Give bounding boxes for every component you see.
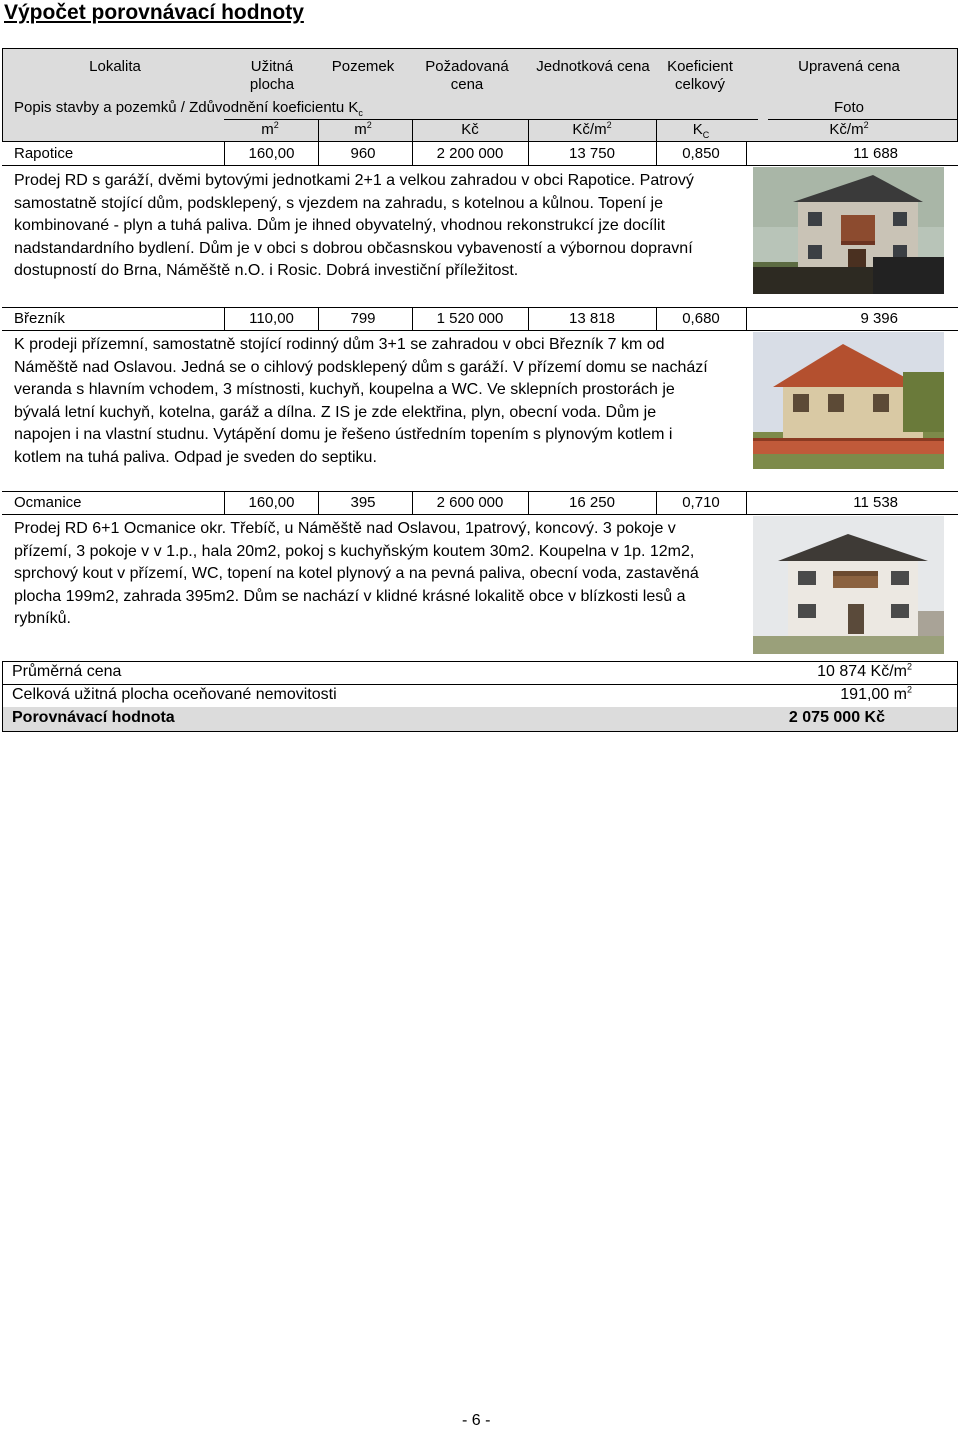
col-uzitna-line1: Užitná xyxy=(250,58,294,75)
col-koeficient-line1: Koeficient xyxy=(667,58,733,75)
summary-left-border xyxy=(2,661,3,732)
desc-line: Prodej RD s garáží, dvěmi bytovými jednotkami 2+1 a velkou zahradou v obci Rapotice. Patrový xyxy=(14,172,694,189)
row2-sep-5 xyxy=(746,307,747,330)
desc-line: kotlem na tuhá paliva. Odpad je sveden do septiku. xyxy=(14,448,377,466)
row-rapotice-plocha: 160,00 xyxy=(248,145,295,162)
row-rapotice-bottom xyxy=(2,165,958,166)
row-breznik-lokalita: Březník xyxy=(14,310,65,327)
col-pozemek: Pozemek xyxy=(331,58,395,75)
unit-plocha-sup: 2 xyxy=(273,120,279,130)
col-popis-sub: c xyxy=(358,108,363,118)
summary-bottom-border xyxy=(2,731,958,732)
row1-sep-5 xyxy=(746,142,747,165)
units-row-top-border xyxy=(224,119,758,120)
summary-plocha-label: Celková užitná plocha oceňované nemovitosti xyxy=(12,686,337,703)
desc-line: sprchový kout v přízemí, WC, topení na kotel plynový a na pevná paliva, obecní voda, zastavěná xyxy=(14,565,699,582)
col-foto: Foto xyxy=(833,99,864,116)
col-popis xyxy=(14,99,363,116)
desc-line: Náměště nad Oslavou. Jedná se o cihlový podsklepený dům s garáží. V přízemí domu se nachází xyxy=(14,358,708,376)
row-ocmanice-top xyxy=(2,491,958,492)
col-koeficient xyxy=(660,58,740,94)
row-ocmanice-lokalita: Ocmanice xyxy=(14,494,82,511)
desc-line: přízemí, 3 pokoje v v 1.p., hala 20m2, pokoj s kuchyňským koutem 30m2. Koupelna v 1p. 12m2, xyxy=(14,542,695,560)
col-lokalita: Lokalita xyxy=(89,58,141,75)
row-ocmanice-koeficient: 0,710 xyxy=(682,494,720,511)
summary-prumerna-row xyxy=(2,661,957,684)
units-row-top-border-2 xyxy=(768,119,957,120)
col-uzitna-line2: plocha xyxy=(249,76,295,93)
summary-porovnavaci-label: Porovnávací hodnota xyxy=(12,709,175,726)
row-ocmanice-bottom xyxy=(2,514,958,515)
unit-pozemek xyxy=(318,121,408,139)
row-rapotice-cena: 2 200 000 xyxy=(436,145,504,162)
unit-koeficient xyxy=(656,121,746,139)
unit-upravena xyxy=(800,121,898,139)
row-rapotice-pozemek: 960 xyxy=(350,145,376,162)
desc-line: bývalá letní kuchyň, kotelna, garáž a dílna. Z IS je zde elektřina, plyn, obecní voda. Dům je xyxy=(14,403,657,421)
row-breznik-plocha: 110,00 xyxy=(249,310,294,327)
desc-line: veranda s hlavním vchodem, 3 místnosti, kuchyň, koupelna a WC. Ve sklepních prostorách je xyxy=(14,381,675,398)
col-koeficient-line2: celkový xyxy=(674,76,726,93)
summary-prumerna-label: Průměrná cena xyxy=(12,663,122,680)
unit-koeficient-text: K xyxy=(692,121,703,138)
row-ocmanice-jednotkova: 16 250 xyxy=(569,494,615,511)
desc-line: samostatně stojící dům, podsklepený, s vjezdem na zahradu, s kotelnou a kůlnou. Topení je xyxy=(14,194,663,212)
row-breznik-bottom xyxy=(2,330,958,331)
page-title: Výpočet porovnávací hodnoty xyxy=(4,1,304,24)
row-breznik-upravena: 9 396 xyxy=(860,310,898,327)
col-jednotkova-cena: Jednotková cena xyxy=(536,58,650,75)
row-breznik-cena: 1 520 000 xyxy=(436,310,504,327)
header-bottom-border xyxy=(2,141,958,142)
unit-cena: Kč xyxy=(461,121,479,138)
col-pozadovana-line2: cena xyxy=(450,76,484,93)
summary-plocha-value-text: 191,00 m xyxy=(840,686,907,703)
desc-line: dostupností do Brna, Náměště n.O. i Rosic. Dobrá investiční příležitost. xyxy=(14,262,519,279)
unit-jednotkova-text: Kč/m xyxy=(572,121,607,138)
unit-jednotkova xyxy=(528,121,656,139)
ocmanice-house-photo xyxy=(753,516,944,654)
row-breznik-top xyxy=(2,307,958,308)
desc-line: napojen i na vlastní studnu. Vytápění domu je řešeno ústředním topením s plynovým kotlem i xyxy=(14,426,673,443)
unit-upravena-sup: 2 xyxy=(863,120,869,130)
row3-sep-5 xyxy=(746,491,747,514)
summary-prumerna-value-text: 10 874 Kč/m xyxy=(817,663,907,680)
row-rapotice-upravena: 11 688 xyxy=(853,145,898,162)
summary-prumerna-sup: 2 xyxy=(906,661,912,672)
row-ocmanice-description xyxy=(14,518,726,631)
row-breznik-koeficient: 0,680 xyxy=(682,310,720,327)
summary-prumerna-value xyxy=(817,663,912,681)
row-rapotice-description xyxy=(14,170,726,283)
unit-pozemek-text: m xyxy=(354,121,367,138)
unit-pozemek-sup: 2 xyxy=(366,120,372,130)
summary-right-border xyxy=(957,661,958,732)
desc-line: Prodej RD 6+1 Ocmanice okr. Třebíč, u Náměště nad Oslavou, 1patrový, koncový. 3 pokoje v xyxy=(14,520,676,537)
summary-porovnavaci-row xyxy=(2,707,957,731)
row-rapotice-koeficient: 0,850 xyxy=(682,145,720,162)
row-rapotice-jednotkova: 13 750 xyxy=(569,145,615,162)
header-right-border xyxy=(957,48,958,142)
desc-line: nadstandardního bydlení. Dům je v obci s dobrou občasnskou vybaveností a výbornou dopravní xyxy=(14,239,693,257)
desc-line: rybníků. xyxy=(14,610,71,627)
row-ocmanice-upravena: 11 538 xyxy=(853,494,898,511)
row-ocmanice-cena: 2 600 000 xyxy=(436,494,504,511)
row-rapotice-lokalita: Rapotice xyxy=(14,145,74,162)
header-left-border xyxy=(2,48,3,142)
desc-line: kombinované - plyn a tuhá paliva. Dům je ihned obyvatelný, vhodnou rekonstrukcí jze docílit xyxy=(14,217,666,234)
unit-plocha-text: m xyxy=(261,121,274,138)
unit-plocha xyxy=(225,121,315,139)
row-breznik-pozemek: 799 xyxy=(350,310,376,327)
unit-upravena-text: Kč/m xyxy=(829,121,864,138)
unit-jednotkova-sup: 2 xyxy=(606,120,612,130)
desc-line: plocha 199m2, zahrada 395m2. Dům se nachází v klidné krásné lokalitě obce v blízkosti lesů a xyxy=(14,587,686,605)
col-pozadovana-line1: Požadovaná xyxy=(425,58,509,75)
col-popis-text: Popis stavby a pozemků / Zdůvodnění koeficientu K xyxy=(14,99,359,116)
page-number: - 6 - xyxy=(462,1412,491,1429)
col-pozadovana-cena xyxy=(412,58,522,94)
col-upravena-cena: Upravená cena xyxy=(798,58,900,75)
header-top-border xyxy=(2,48,958,49)
breznik-house-photo xyxy=(753,332,944,469)
row-breznik-jednotkova: 13 818 xyxy=(569,310,615,327)
col-uzitna-plocha xyxy=(222,58,322,94)
desc-line: K prodeji přízemní, samostatně stojící rodinný dům 3+1 se zahradou v obci Březník 7 km od xyxy=(14,336,665,353)
row-ocmanice-pozemek: 395 xyxy=(350,494,376,511)
unit-koeficient-sub: C xyxy=(702,130,710,140)
summary-plocha-value xyxy=(840,686,912,704)
row-ocmanice-plocha: 160,00 xyxy=(248,494,295,511)
rapotice-house-photo xyxy=(753,167,944,294)
summary-plocha-sup: 2 xyxy=(906,684,912,695)
summary-porovnavaci-value: 2 075 000 Kč xyxy=(788,709,885,726)
summary-plocha-row xyxy=(2,684,957,707)
row-breznik-description xyxy=(14,334,726,469)
